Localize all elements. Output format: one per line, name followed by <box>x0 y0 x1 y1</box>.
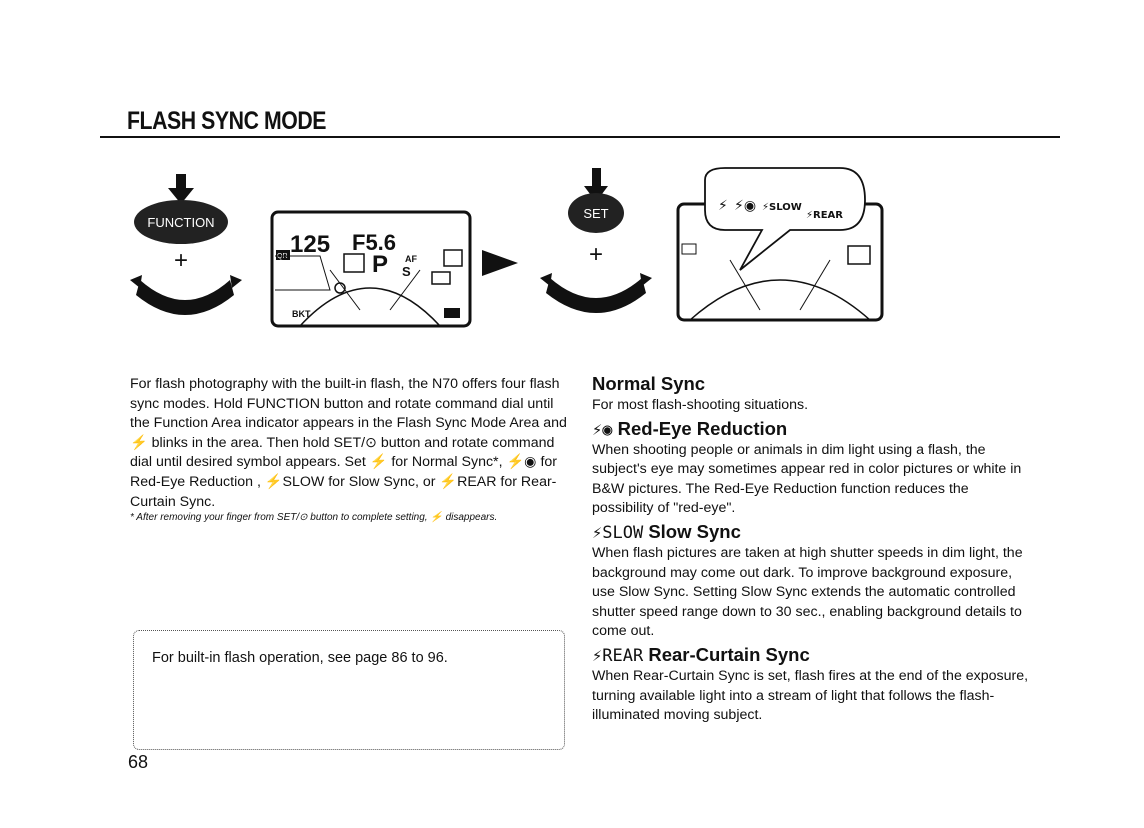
note-text: For built-in flash operation, see page 86 to 96. <box>152 650 448 666</box>
command-dial-icon-2 <box>540 273 652 313</box>
set-button-group <box>568 168 624 233</box>
callout-slow: ⚡SLOW <box>762 202 802 213</box>
section-symbol: ⚡SLOW <box>592 522 644 543</box>
lcd-panel-2 <box>678 168 882 320</box>
section-body: When flash pictures are taken at high shutter speeds in dim light, the background may come out dark. To improve background exposure, use Slow Sync. Setting Slow Sync extends the automatic controlled shutter speed range down to 30 sec., enabling background details to come out. <box>592 544 1023 640</box>
set-button-label: SET <box>583 206 609 221</box>
lcd-af: AF <box>405 254 417 264</box>
function-button-label: FUNCTION <box>147 215 215 230</box>
section-body: When shooting people or animals in dim light using a flash, the subject's eye may sometimes appear red in color pictures or white in B&W pictures. The Red-Eye Reduction function reduces the possibility of "red-eye". <box>592 441 1022 517</box>
note-box <box>133 630 565 750</box>
section-body: For most flash-shooting situations. <box>592 397 809 413</box>
plus-sign-2: + <box>588 241 604 268</box>
intro-paragraph: For flash photography with the built-in flash, the N70 offers four flash sync modes. Hold FUNCTION button and rotate command dial until the Function Area indicator appears in the Flash Sync Mode Area and ⚡ blinks in the area. Then hold SET/⊙ button and rotate command dial until desired symbol appears. Set ⚡ for Normal Sync*, ⚡◉ for Red-Eye Reduction , ⚡SLOW for Slow Sync, or ⚡REAR for Rear-Curtain Sync. <box>130 376 567 510</box>
lcd-qr: QR <box>277 253 288 260</box>
section-body: When Rear-Curtain Sync is set, flash fires at the end of the exposure, turning available light into a stream of light that follows the flash-illuminated moving subject. <box>592 667 1029 724</box>
section-heading: ⚡SLOW Slow Sync <box>592 520 741 543</box>
intro-footnote: * After removing your finger from SET/⊙ button to complete setting, ⚡ disappears. <box>130 512 498 523</box>
section-red-eye-reduction <box>592 418 1032 519</box>
intro-text <box>130 375 570 512</box>
section-slow-sync <box>592 521 1032 642</box>
lcd-aperture: F5.6 <box>352 230 397 255</box>
title-rule <box>100 136 1060 138</box>
command-dial-icon <box>130 275 242 315</box>
callout-redeye: ⚡◉ <box>734 198 757 214</box>
section-heading: Normal Sync <box>592 373 706 394</box>
lcd-bkt: BKT <box>292 309 311 319</box>
lcd-s: S <box>402 264 411 279</box>
callout-normal: ⚡ <box>718 198 728 214</box>
next-arrow-icon <box>482 250 518 276</box>
section-symbol: ⚡REAR <box>592 645 644 666</box>
function-button-group <box>134 174 228 244</box>
section-rear-curtain-sync <box>592 644 1032 726</box>
page-number: 68 <box>128 752 149 772</box>
section-heading: ⚡◉ Red-Eye Reduction <box>592 417 788 440</box>
plus-sign: + <box>173 247 189 274</box>
section-normal-sync <box>592 373 1032 416</box>
section-symbol: ⚡◉ <box>592 419 613 440</box>
page-title: FLASH SYNC MODE <box>127 107 327 135</box>
camera-illustration <box>130 160 890 340</box>
sync-mode-sections <box>592 373 1032 728</box>
lcd-panel-1 <box>272 212 470 326</box>
lcd-mode: P <box>372 251 389 278</box>
callout-rear: ⚡REAR <box>806 210 843 221</box>
section-heading: ⚡REAR Rear-Curtain Sync <box>592 643 810 666</box>
lcd-shutter: 125 <box>290 231 331 258</box>
